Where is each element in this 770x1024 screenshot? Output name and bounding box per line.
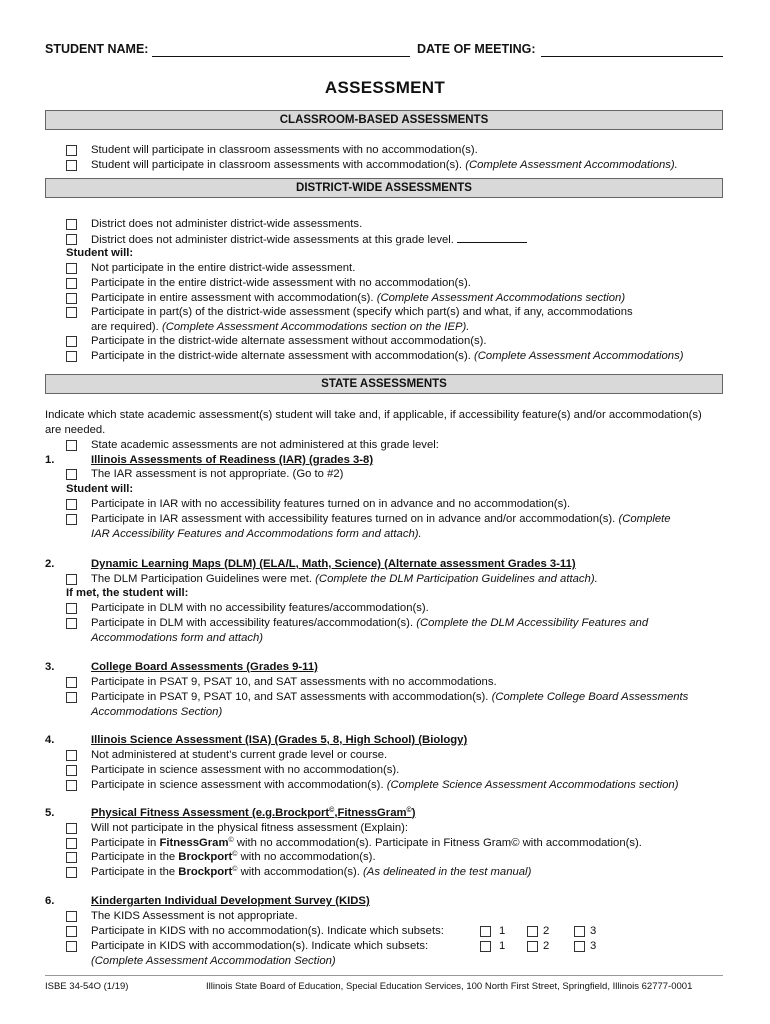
checkbox-dlm-2[interactable] bbox=[66, 618, 77, 629]
dlm-title: Dynamic Learning Maps (DLM) (ELA/L, Math, Science) (Alternate assessment Grades 3-11) bbox=[91, 558, 576, 570]
iar-option-2-note: IAR Accessibility Features and Accommodations form and attach). bbox=[91, 528, 422, 540]
cb-option-1: Participate in PSAT 9, PSAT 10, and SAT assessments with no accommodations. bbox=[91, 676, 497, 688]
grade-level-field[interactable] bbox=[457, 232, 527, 243]
checkbox-classroom-accommodation[interactable] bbox=[66, 160, 77, 171]
checkbox-district-s6[interactable] bbox=[66, 351, 77, 362]
checkbox-dlm-guidelines[interactable] bbox=[66, 574, 77, 585]
isa-option-3: Participate in science assessment with accommodation(s). (Complete Science Assessment Accommodations section) bbox=[91, 779, 679, 791]
classroom-option-2: Student will participate in classroom assessments with accommodation(s). (Complete Assessment Accommodations). bbox=[91, 159, 678, 171]
checkbox-pf-4[interactable] bbox=[66, 867, 77, 878]
checkbox-kids-1-subset-2[interactable] bbox=[527, 926, 538, 937]
kids-title: Kindergarten Individual Development Survey (KIDS) bbox=[91, 895, 370, 907]
district-student-option-6: Participate in the district-wide alternate assessment with accommodation(s). (Complete Assessment Accommodations) bbox=[91, 350, 684, 362]
district-option-2: District does not administer district-wide assessments at this grade level. bbox=[91, 232, 527, 247]
checkbox-district-s5[interactable] bbox=[66, 336, 77, 347]
dlm-option-1: Participate in DLM with no accessibility features/accommodation(s). bbox=[91, 602, 429, 614]
isa-option-1: Not administered at student’s current grade level or course. bbox=[91, 749, 388, 761]
student-name-label: STUDENT NAME: bbox=[45, 42, 149, 56]
kids-2-subset-1-label: 1 bbox=[499, 940, 506, 952]
checkbox-state-not-administered[interactable] bbox=[66, 440, 77, 451]
student-name-field[interactable] bbox=[152, 56, 410, 57]
page-title: ASSESSMENT bbox=[324, 78, 446, 97]
classroom-section-heading: CLASSROOM-BASED ASSESSMENTS bbox=[45, 110, 723, 130]
district-section-heading: DISTRICT-WIDE ASSESSMENTS bbox=[45, 178, 723, 198]
checkbox-kids-2[interactable] bbox=[66, 941, 77, 952]
state-not-administered: State academic assessments are not administered at this grade level: bbox=[91, 439, 439, 451]
checkbox-kids-1-subset-1[interactable] bbox=[480, 926, 491, 937]
checkbox-district-none[interactable] bbox=[66, 219, 77, 230]
pf-option-1: Will not participate in the physical fitness assessment (Explain): bbox=[91, 822, 409, 834]
kids-1-subset-2-label: 2 bbox=[543, 925, 550, 937]
isa-option-2: Participate in science assessment with no accommodation(s). bbox=[91, 764, 400, 776]
item-number-3: 3. bbox=[45, 661, 55, 673]
checkbox-kids-2-subset-2[interactable] bbox=[527, 941, 538, 952]
kids-1-subset-1-label: 1 bbox=[499, 925, 506, 937]
agency-address: Illinois State Board of Education, Special Education Services, 100 North First Street, Springfield, Illinois 62777-0001 bbox=[206, 981, 693, 992]
checkbox-pf-2[interactable] bbox=[66, 838, 77, 849]
checkbox-isa-1[interactable] bbox=[66, 750, 77, 761]
item-number-5: 5. bbox=[45, 807, 55, 819]
kids-option-0: The KIDS Assessment is not appropriate. bbox=[91, 910, 298, 922]
checkbox-dlm-1[interactable] bbox=[66, 603, 77, 614]
checkbox-kids-1-subset-3[interactable] bbox=[574, 926, 585, 937]
form-id: ISBE 34-54O (1/19) bbox=[45, 981, 129, 992]
checkbox-iar-1[interactable] bbox=[66, 499, 77, 510]
dlm-option-2-note: Accommodations form and attach) bbox=[91, 632, 264, 644]
kids-option-1: Participate in KIDS with no accommodation(s). Indicate which subsets: bbox=[91, 925, 444, 937]
cb-option-2-note: Accommodations Section) bbox=[91, 706, 223, 718]
item-number-1: 1. bbox=[45, 454, 55, 466]
checkbox-iar-2[interactable] bbox=[66, 514, 77, 525]
iar-option-1: Participate in IAR with no accessibility features turned on in advance and no accommodation(s). bbox=[91, 498, 571, 510]
college-board-title: College Board Assessments (Grades 9-11) bbox=[91, 661, 318, 673]
checkbox-district-s1[interactable] bbox=[66, 263, 77, 274]
checkbox-isa-3[interactable] bbox=[66, 780, 77, 791]
checkbox-pf-3[interactable] bbox=[66, 852, 77, 863]
district-student-option-3: Participate in entire assessment with accommodation(s). (Complete Assessment Accommodations section) bbox=[91, 292, 626, 304]
checkbox-district-s2[interactable] bbox=[66, 278, 77, 289]
checkbox-district-s3[interactable] bbox=[66, 293, 77, 304]
item-number-4: 4. bbox=[45, 734, 55, 746]
classroom-option-1: Student will participate in classroom assessments with no accommodation(s). bbox=[91, 144, 478, 156]
item-number-2: 2. bbox=[45, 558, 55, 570]
kids-option-2: Participate in KIDS with accommodation(s). Indicate which subsets: bbox=[91, 940, 429, 952]
pf-option-4: Participate in the Brockport© with accommodation(s). (As delineated in the test manual) bbox=[91, 866, 532, 878]
kids-2-subset-2-label: 2 bbox=[543, 940, 550, 952]
district-option-1: District does not administer district-wide assessments. bbox=[91, 218, 363, 230]
checkbox-kids-2-subset-3[interactable] bbox=[574, 941, 585, 952]
district-student-will-label: Student will: bbox=[66, 247, 134, 259]
iar-option-2: Participate in IAR assessment with accessibility features turned on in advance and/or accommodation(s). (Complete bbox=[91, 513, 671, 525]
checkbox-district-s4[interactable] bbox=[66, 307, 77, 318]
checkbox-isa-2[interactable] bbox=[66, 765, 77, 776]
cb-option-2: Participate in PSAT 9, PSAT 10, and SAT assessments with accommodation(s). (Complete College Board Assessments bbox=[91, 691, 689, 703]
date-of-meeting-field[interactable] bbox=[541, 56, 723, 57]
item-number-6: 6. bbox=[45, 895, 55, 907]
checkbox-cb-2[interactable] bbox=[66, 692, 77, 703]
checkbox-kids-2-subset-1[interactable] bbox=[480, 941, 491, 952]
date-of-meeting-label: DATE OF MEETING: bbox=[417, 42, 536, 56]
checkbox-iar-not-appropriate[interactable] bbox=[66, 469, 77, 480]
dlm-option-0: The DLM Participation Guidelines were met. (Complete the DLM Participation Guidelines and attach). bbox=[91, 573, 598, 585]
checkbox-kids-1[interactable] bbox=[66, 926, 77, 937]
dlm-option-2: Participate in DLM with accessibility features/accommodation(s). (Complete the DLM Accessibility Features and bbox=[91, 617, 649, 629]
district-student-option-1: Not participate in the entire district-wide assessment. bbox=[91, 262, 356, 274]
checkbox-pf-1[interactable] bbox=[66, 823, 77, 834]
checkbox-district-grade-level[interactable] bbox=[66, 234, 77, 245]
checkbox-kids-0[interactable] bbox=[66, 911, 77, 922]
district-student-option-4: Participate in part(s) of the district-wide assessment (specify which part(s) and what, if any, accommodations bbox=[91, 306, 633, 318]
iar-title: Illinois Assessments of Readiness (IAR) (grades 3-8) bbox=[91, 454, 374, 466]
state-section-heading: STATE ASSESSMENTS bbox=[45, 374, 723, 394]
checkbox-classroom-no-accommodation[interactable] bbox=[66, 145, 77, 156]
district-student-option-2: Participate in the entire district-wide assessment with no accommodation(s). bbox=[91, 277, 471, 289]
district-student-option-4-cont: are required). (Complete Assessment Accommodations section on the IEP). bbox=[91, 321, 470, 333]
isa-title: Illinois Science Assessment (ISA) (Grades 5, 8, High School) (Biology) bbox=[91, 734, 468, 746]
kids-2-subset-3-label: 3 bbox=[590, 940, 597, 952]
dlm-if-met-label: If met, the student will: bbox=[66, 587, 189, 599]
form-header bbox=[45, 42, 725, 58]
state-intro-line-1: Indicate which state academic assessment(s) student will take and, if applicable, if accessibility feature(s) and/or accommodation(s) bbox=[45, 409, 702, 421]
iar-option-0: The IAR assessment is not appropriate. (Go to #2) bbox=[91, 468, 344, 480]
kids-note: (Complete Assessment Accommodation Section) bbox=[91, 955, 336, 967]
district-student-option-5: Participate in the district-wide alternate assessment without accommodation(s). bbox=[91, 335, 487, 347]
kids-1-subset-3-label: 3 bbox=[590, 925, 597, 937]
state-intro-line-2: are needed. bbox=[45, 424, 106, 436]
pf-option-2: Participate in FitnessGram© with no accommodation(s). Participate in Fitness Gram© with accommodation(s). bbox=[91, 837, 642, 849]
footer-divider bbox=[45, 975, 723, 976]
iar-student-will-label: Student will: bbox=[66, 483, 134, 495]
pf-option-3: Participate in the Brockport© with no accommodation(s). bbox=[91, 851, 376, 863]
checkbox-cb-1[interactable] bbox=[66, 677, 77, 688]
physical-fitness-title: Physical Fitness Assessment (e.g.Brockport©,FitnessGram©) bbox=[91, 807, 416, 819]
